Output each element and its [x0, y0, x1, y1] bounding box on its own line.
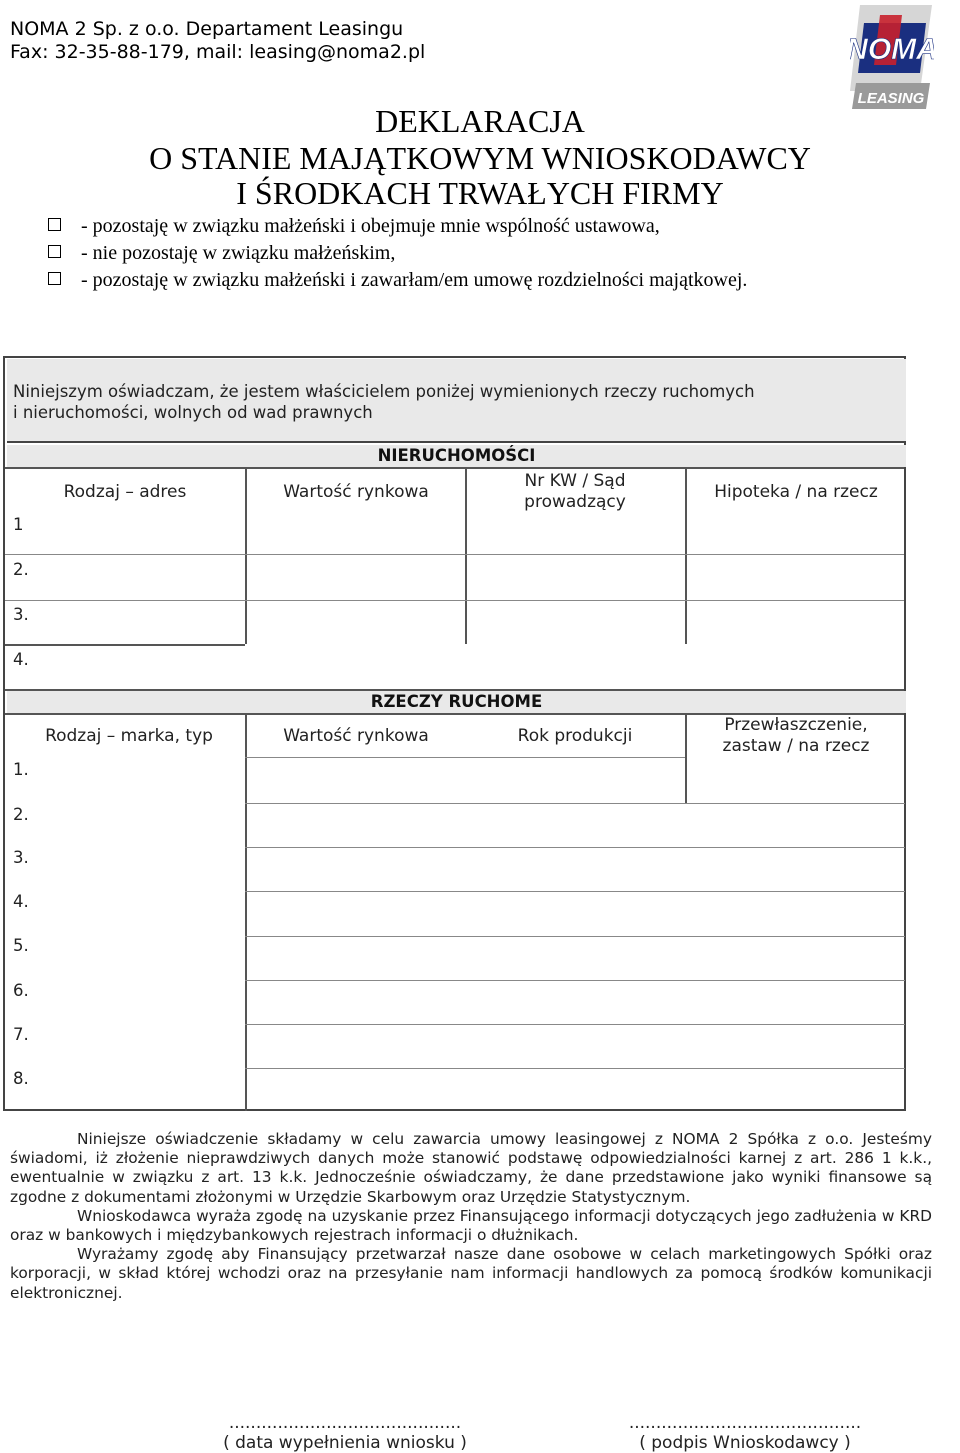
col-market-value-movables: Wartość rynkowa [283, 726, 429, 746]
company-name: NOMA 2 Sp. z o.o. Departament Leasingu [10, 18, 404, 40]
date-label: ( data wypełnienia wniosku ) [223, 1433, 467, 1453]
col-mortgage: Hipoteka / na rzecz [714, 482, 878, 502]
company-contact: Fax: 32-35-88-179, mail: leasing@noma2.pl [10, 41, 426, 63]
real-estate-row-1: 1 [13, 515, 24, 534]
title-line-2: O STANIE MAJĄTKOWYM WNIOSKODAWCY [149, 140, 811, 176]
col-production-year: Rok produkcji [517, 726, 633, 746]
col-lien: Przewłaszczenie, zastaw / na rzecz [722, 715, 870, 756]
table-intro [7, 359, 906, 443]
intro-line-1: Niniejszym oświadczam, że jestem właścicielem poniżej wymienionych rzeczy ruchomych [13, 382, 755, 401]
real-estate-row-4: 4. [13, 650, 29, 669]
declaration-text [10, 1130, 932, 1303]
movables-row-7: 7. [13, 1025, 29, 1044]
option-joint-property[interactable]: - pozostaję w związku małżeński i obejmuje mnie wspólność ustawowa, [48, 213, 81, 239]
real-estate-row-2: 2. [13, 560, 29, 579]
assets-table [3, 356, 906, 1111]
intro-line-2: i nieruchomości, wolnych od wad prawnych [13, 403, 373, 422]
sign-label: ( podpis Wnioskodawcy ) [639, 1433, 851, 1453]
date-dots: ........................................... [228, 1413, 462, 1433]
option-separate-property[interactable]: - pozostaję w związku małżeński i zawarłam/em umowę rozdzielności majątkowej. [48, 267, 81, 293]
real-estate-title: NIERUCHOMOŚCI [7, 445, 906, 467]
declaration-para-2: Wnioskodawca wyraża zgodę na uzyskanie przez Finansującego informacji dotyczących jego zadłużenia w KRD oraz w bankowych i międzybankowych rejestrach informacji o dłużnikach. [10, 1206, 932, 1245]
svg-text:LEASING: LEASING [857, 90, 925, 107]
movables-row-1: 1. [13, 760, 29, 779]
title-line-1: DEKLARACJA [375, 103, 585, 139]
movables-row-6: 6. [13, 981, 29, 1000]
col-type-make-model: Rodzaj – marka, typ [45, 726, 213, 746]
movables-row-3: 3. [13, 848, 29, 867]
col-land-register: Nr KW / Sąd prowadzący [524, 471, 626, 512]
declaration-para-3: Wyrażamy zgodę aby Finansujący przetwarzał nasze dane osobowe w celach marketingowych Spółki oraz korporacji, w skład której wchodzi oraz na przesyłanie nam informacji handlowych za pomocą środków komunikacji elektronicznej. [10, 1245, 932, 1302]
movables-title: RZECZY RUCHOME [7, 691, 906, 713]
sign-dots: ........................................... [628, 1413, 862, 1433]
title-line-3: I ŚRODKACH TRWAŁYCH FIRMY [236, 175, 724, 211]
movables-row-8: 8. [13, 1069, 29, 1088]
noma-leasing-logo [850, 3, 934, 111]
option-not-married[interactable]: - nie pozostaję w związku małżeńskim, [48, 240, 81, 266]
movables-row-5: 5. [13, 936, 29, 955]
col-market-value: Wartość rynkowa [283, 482, 429, 502]
real-estate-row-3: 3. [13, 605, 29, 624]
declaration-para-1: Niniejsze oświadczenie składamy w celu zawarcia umowy leasingowej z NOMA 2 Spółka z o.o. Jesteśmy świadomi, iż złożenie nieprawdziwych danych może stanowić podstawę odpowiedzialności karnej z art. 286 1 k.k., ewentualnie w związku z art. 13 k.k. Jednocześnie oświadczamy, że dane przedstawione jako wyniki finansowe są zgodne z dokumentami złożonymi w Urzędzie Skarbowym oraz Urzędzie Statystycznym. [10, 1130, 932, 1206]
checkbox[interactable] [48, 218, 61, 231]
col-type-address: Rodzaj – adres [63, 482, 187, 502]
checkbox[interactable] [48, 272, 61, 285]
date-signature-block [200, 1413, 490, 1453]
movables-row-2: 2. [13, 805, 29, 824]
svg-text:NOMA: NOMA [850, 33, 934, 66]
checkbox[interactable] [48, 245, 61, 258]
applicant-signature-block [575, 1413, 915, 1453]
movables-row-4: 4. [13, 892, 29, 911]
